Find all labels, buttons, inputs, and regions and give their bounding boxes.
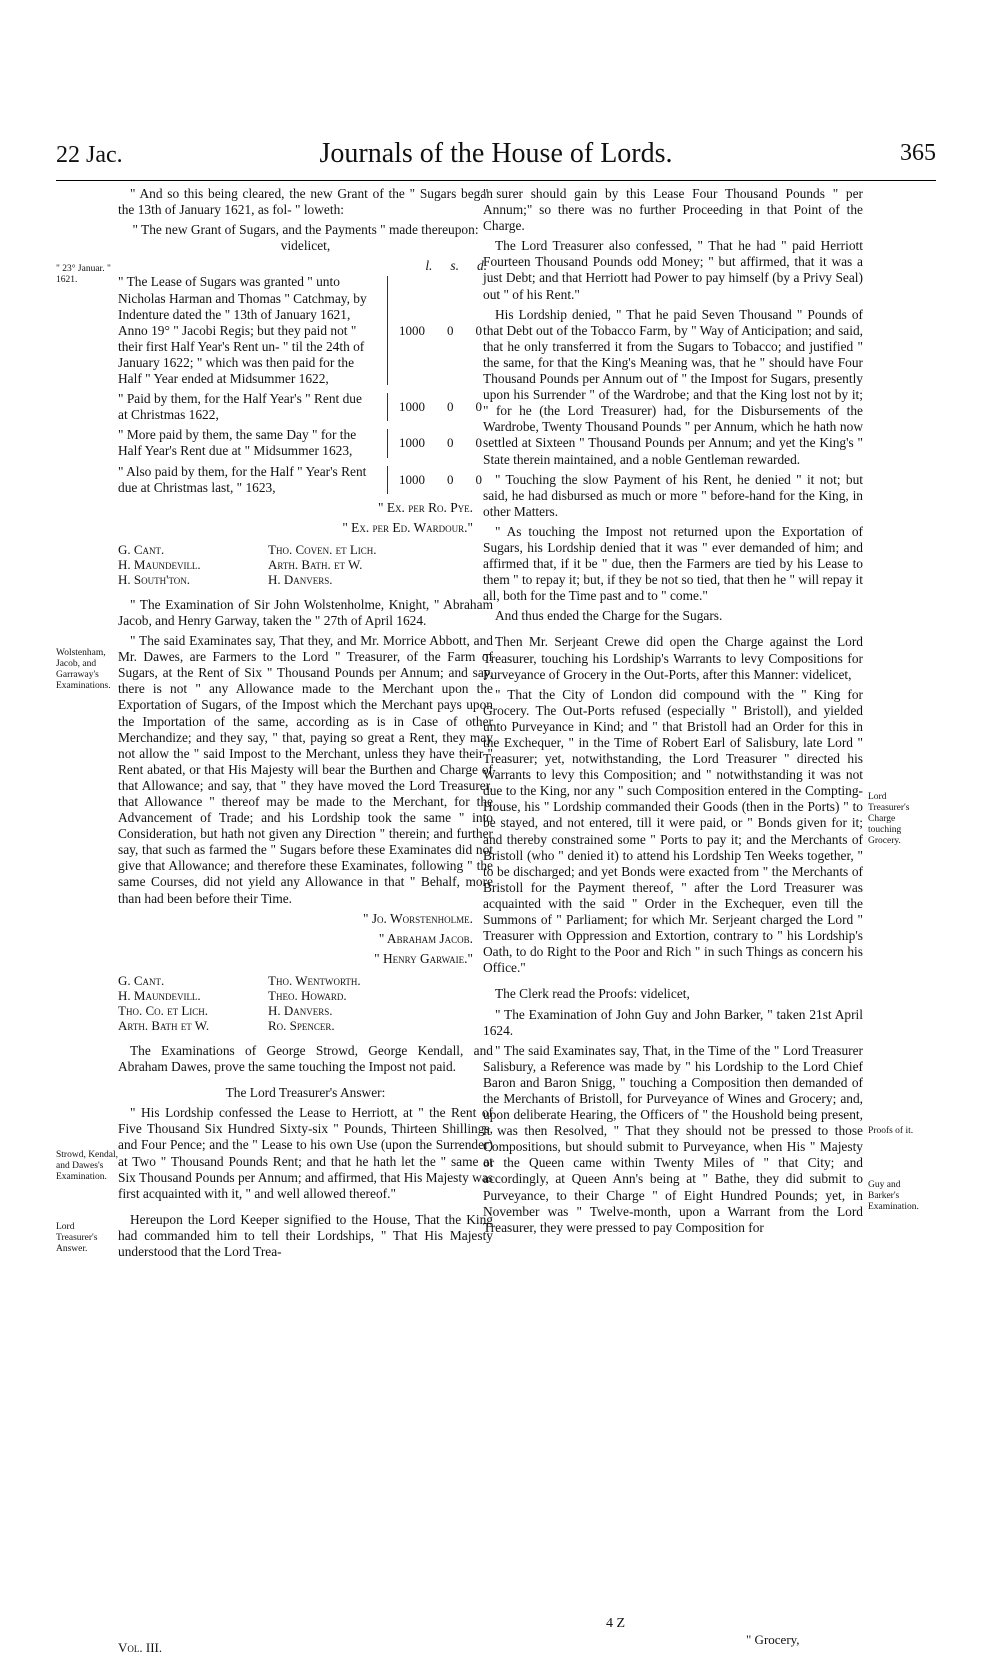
margin-note-wolstenham: Wolstenham, Jacob, and Garraway's Examinations. <box>56 648 111 691</box>
catchword: " Grocery, <box>746 1632 800 1647</box>
shillings: 0 <box>447 471 454 487</box>
pence: 0 <box>475 399 482 415</box>
signatory: H. Maundevill. <box>118 987 201 1003</box>
signature-mark: 4 Z <box>606 1616 626 1631</box>
paragraph: The Examinations of George Strowd, George Kendall, and Abraham Dawes, prove the same touching the Impost not paid. <box>118 1042 493 1075</box>
margin-note-date: " 23° Januar. " 1621. <box>56 264 111 285</box>
lease-amount <box>388 274 493 387</box>
lease-amount <box>388 391 493 423</box>
left-column <box>118 186 493 1264</box>
paragraph: " The said Examinates say, That they, and Mr. Morrice Abbott, and Mr. Dawes, are Farmers to the Lord " Treasurer, of the Farm of Sugars, at the Rent of Six " Thousand Pounds per Annum; and say, there is not " any Allowance made to the Merchant upon the Exportation of Sugars, of the Impost which the Merchant pays upon the Importation of the same, according as is in Case of other Merchandize; and they say, " that, paying so great a Rent, they may not allow the " said Impost to the Merchant, unless they have their " Rent abated, or that His Majesty will bear the Burthen and Charge of that Allowance; and say, that " they have moved the Lord Treasurer, that Allowance " thereof may be made to the Merchant, for the Advancement of Trade; and his Lordship took the same " into Consideration, but hath not given any Direction " therein; and further say, that such as farmed the " Sugars before these Examinates did not give that Allowance; and therefore these Examinates, following " the same Courses, did not yield any Allowance in that " Behalf, more than had been before their Time. <box>118 633 493 906</box>
lords-signatures <box>118 973 493 1033</box>
signatory: Theo. Howard. <box>268 987 347 1003</box>
paragraph: " surer should gain by this Lease Four Thousand Pounds " per Annum;" so there was no further Proceeding in that Point of the Charge. <box>483 186 863 234</box>
paragraph: Hereupon the Lord Keeper signified to the House, That the King had commanded him to tell their Lordships, " That His Majesty understood that the Lord Trea- <box>118 1211 493 1259</box>
shillings: 0 <box>447 399 454 415</box>
signatory: Tho. Co. et Lich. <box>118 1002 209 1018</box>
paragraph: " Touching the slow Payment of his Rent, he denied " it not; but said, he had disbursed as much or more " before-hand for the King, in other Matters. <box>483 471 863 519</box>
paragraph: His Lordship denied, " That he paid Seven Thousand " Pounds of that Debt out of the Tobacco Farm, by " Way of Anticipation; and said, that he only transferred it from the Sugars to Tobacco; and justified " the same, for that the King's Meaning was, that he " should have Four Thousand Pounds per Annum out of " the Impost for Sugars, presently upon his Surrender " of the Wardrobe; and that the King lost not by it; " for he (the Lord Treasurer) had, for the Disbursements of the Wardrobe, Twenty Thousand Pounds " per Annum, which he hath now settled at Sixteen " Thousand Pounds per Annum; and yet the King's " State therein maintained, and a noble Gentleman rewarded. <box>483 306 863 467</box>
paragraph: " The Examination of John Guy and John Barker, " taken 21st April 1624. <box>483 1006 863 1038</box>
paragraph: " His Lordship confessed the Lease to Herriott, at " the Rent of Five Thousand Six Hundred Sixty-six " Pounds, Thirteen Shillings, and Four Pence; and the " Lease to his own Use (upon the Surrender) at Two " Thousand Pounds Rent; and that he hath let the " same at Six Thousand Pounds per Annum; and affirmed, that His Majesty was first acquainted with it, " and well allowed thereof." <box>118 1105 493 1201</box>
pounds-label: l. <box>425 258 433 274</box>
paragraph: " The said Examinates say, That, in the Time of the " Lord Treasurer Salisbury, a Reference was made by " his Lordship to the Lord Chief Baron and Baron Snigg, " touching a Composition then demanded of the Merchants of Bristoll, for Purveyance of Wines and Grocery; and, upon deliberate Hearing, the Officers of " the Houshold being present, it was then Resolved, " That they should not be pressed to those Compositions, but should submit to Purveyance, when His " Majesty or the Queen came within Twenty Miles of " that City; and accordingly, at Queen Ann's being at " Bathe, they did submit to Purveyance, to their Charge " of Eight Hundred Pounds; yet, in November was " Twelve-month, upon a Warrant from the Lord Treasurer, they were pressed to pay Composition for <box>483 1042 863 1235</box>
paragraph: The Clerk read the Proofs: videlicet, <box>495 986 690 1002</box>
paragraph: " The new Grant of Sugars, and the Payments " made thereupon: videlicet, <box>132 222 479 254</box>
paragraph: " That the City of London did compound with the " King for Grocery. The Out-Ports refused (especially " Bristoll), and yielded unto Purveyance in Kind; and " that Bristoll had an Order for this in the Exchequer, " in the Time of Robert Earl of Salisbury, late Lord " Treasurer; yet, notwithstanding, the Lord Treasurer " directed his Warrants to levy this Composition; and " notwithstanding it was not due to the King, nor any " such Composition entered in the Compting-House, his " Lordship commanded their Goods (then in the Ports) " to be stayed, and not entered, till it were paid, or " Bonds given for it; and thereby constrained some " Ports to pay it; and the Merchants of Bristoll (who " denied it) to attend his Lordship Ten Weeks together, " to be discharged; and yet Bonds were exacted from " the Merchants of Bristoll for the Payment thereof, " after the Lord Treasurer was acquainted with the said " Order in the Exchequer, even till the Summons of " Parliament; for which Mr. Serjeant charged the Lord " Treasurer with Oppression and Extortion, contrary to " his Lordship's Oath, to do Right to the Poor and Rich " in such Things as concern his Office." <box>483 686 863 976</box>
pence: 0 <box>475 322 482 338</box>
signatory: Ro. Spencer. <box>268 1017 335 1033</box>
examiner-signature: " Ex. per Ro. Pye. <box>378 499 473 515</box>
margin-note-answer: Lord Treasurer's Answer. <box>56 1222 98 1254</box>
lease-entry <box>118 391 493 423</box>
lsd-header <box>118 258 493 274</box>
header-regnal-year: 22 Jac. <box>56 142 123 168</box>
margin-note-grocery-charge: Lord Treasurer's Charge touching Grocery. <box>868 792 910 846</box>
examinate-signature: " Henry Garwaie." <box>374 950 473 966</box>
signatory: G. Cant. <box>118 541 165 557</box>
volume-label: Vol. III. <box>118 1640 163 1655</box>
lease-entry <box>118 464 493 496</box>
signatory: Tho. Wentworth. <box>268 972 361 988</box>
paragraph: " As touching the Impost not returned upon the Exportation of Sugars, his Lordship denied that it was " ever demanded of him; and affirmed that, if it be " due, then the Farmers are tied by his Lease to them " to repay it; but, if they be not so tied, that then he " will repay it all, both for the Time past and to " come." <box>483 523 863 604</box>
signatory: Arth. Bath. et W. <box>268 556 363 572</box>
margin-note-guy-barker: Guy and Barker's Examination. <box>868 1180 919 1212</box>
paragraph: " The Examination of Sir John Wolstenholme, Knight, " Abraham Jacob, and Henry Garway, taken the " 27th of April 1624. <box>118 596 493 628</box>
signatory: Arth. Bath et W. <box>118 1017 210 1033</box>
examiner-signature: " Ex. per Ed. Wardour." <box>342 519 473 535</box>
shillings-label: s. <box>450 258 459 274</box>
header-rule <box>56 180 936 181</box>
paragraph: The Lord Treasurer also confessed, " That he had " paid Herriott Fourteen Thousand Pounds odd Money; " but affirmed, that it was a just Debt; and that Herriott had Power to pay himself (by a Privy Seal) out " of his Rent." <box>483 238 863 302</box>
signatory: H. Maundevill. <box>118 556 201 572</box>
page-header <box>56 138 936 178</box>
examinate-signature: " Jo. Worstenholme. <box>363 910 473 926</box>
signatory: H. South'ton. <box>118 571 191 587</box>
pence-label: d. <box>476 258 487 274</box>
lease-entry <box>118 427 493 459</box>
lease-entry-text: " Paid by them, for the Half Year's " Rent due at Christmas 1622, <box>118 391 362 423</box>
paragraph: " And so this being cleared, the new Grant of the " Sugars began the 13th of January 1621, as fol- " loweth: <box>118 186 493 218</box>
brace <box>368 429 388 457</box>
brace <box>368 466 388 494</box>
header-title: Journals of the House of Lords. <box>319 138 673 169</box>
page-number: 365 <box>900 140 936 166</box>
signatory: Tho. Coven. et Lich. <box>268 541 377 557</box>
shillings: 0 <box>447 435 454 451</box>
examinate-signature: " Abraham Jacob. <box>378 930 473 946</box>
pence: 0 <box>475 471 482 487</box>
signatory: H. Danvers. <box>268 1002 333 1018</box>
right-column <box>483 186 863 1240</box>
signatory: H. Danvers. <box>268 571 333 587</box>
brace <box>368 276 388 385</box>
pounds: 1000 <box>399 399 425 415</box>
signatory: G. Cant. <box>118 972 165 988</box>
shillings: 0 <box>447 322 454 338</box>
margin-note-strowd: Strowd, Kendal, and Dawes's Examination. <box>56 1150 119 1182</box>
pounds: 1000 <box>399 322 425 338</box>
lease-entry-text: " Also paid by them, for the Half " Year's Rent due at Christmas last, " 1623, <box>118 463 367 495</box>
lease-entry <box>118 274 493 387</box>
paragraph: Then Mr. Serjeant Crewe did open the Charge against the Lord Treasurer, touching his Lordship's Warrants to levy Compositions for Purveyance of Grocery in the Out-Ports, after this Manner: videlicet, <box>483 634 863 682</box>
pence: 0 <box>475 435 482 451</box>
lords-signatures <box>118 542 493 587</box>
lease-entry-text: " The Lease of Sugars was granted " unto Nicholas Harman and Thomas " Catchmay, by Indenture dated the " 13th of January 1621, Anno 19° " Jacobi Regis; but they paid not " their first Half Year's Rent un- " til the 24th of January 1622; " which was then paid for the Half " Year ended at Midsummer 1622, <box>118 274 367 387</box>
pounds: 1000 <box>399 435 425 451</box>
lease-amount <box>388 427 493 459</box>
section-heading: The Lord Treasurer's Answer: <box>225 1085 386 1101</box>
paragraph: And thus ended the Charge for the Sugars. <box>495 608 723 624</box>
pounds: 1000 <box>399 471 425 487</box>
lease-entry-text: " More paid by them, the same Day " for the Half Year's Rent due at " Midsummer 1623, <box>118 427 357 459</box>
lease-amount <box>388 464 493 496</box>
brace <box>368 393 388 421</box>
margin-note-proofs: Proofs of it. <box>868 1126 914 1136</box>
